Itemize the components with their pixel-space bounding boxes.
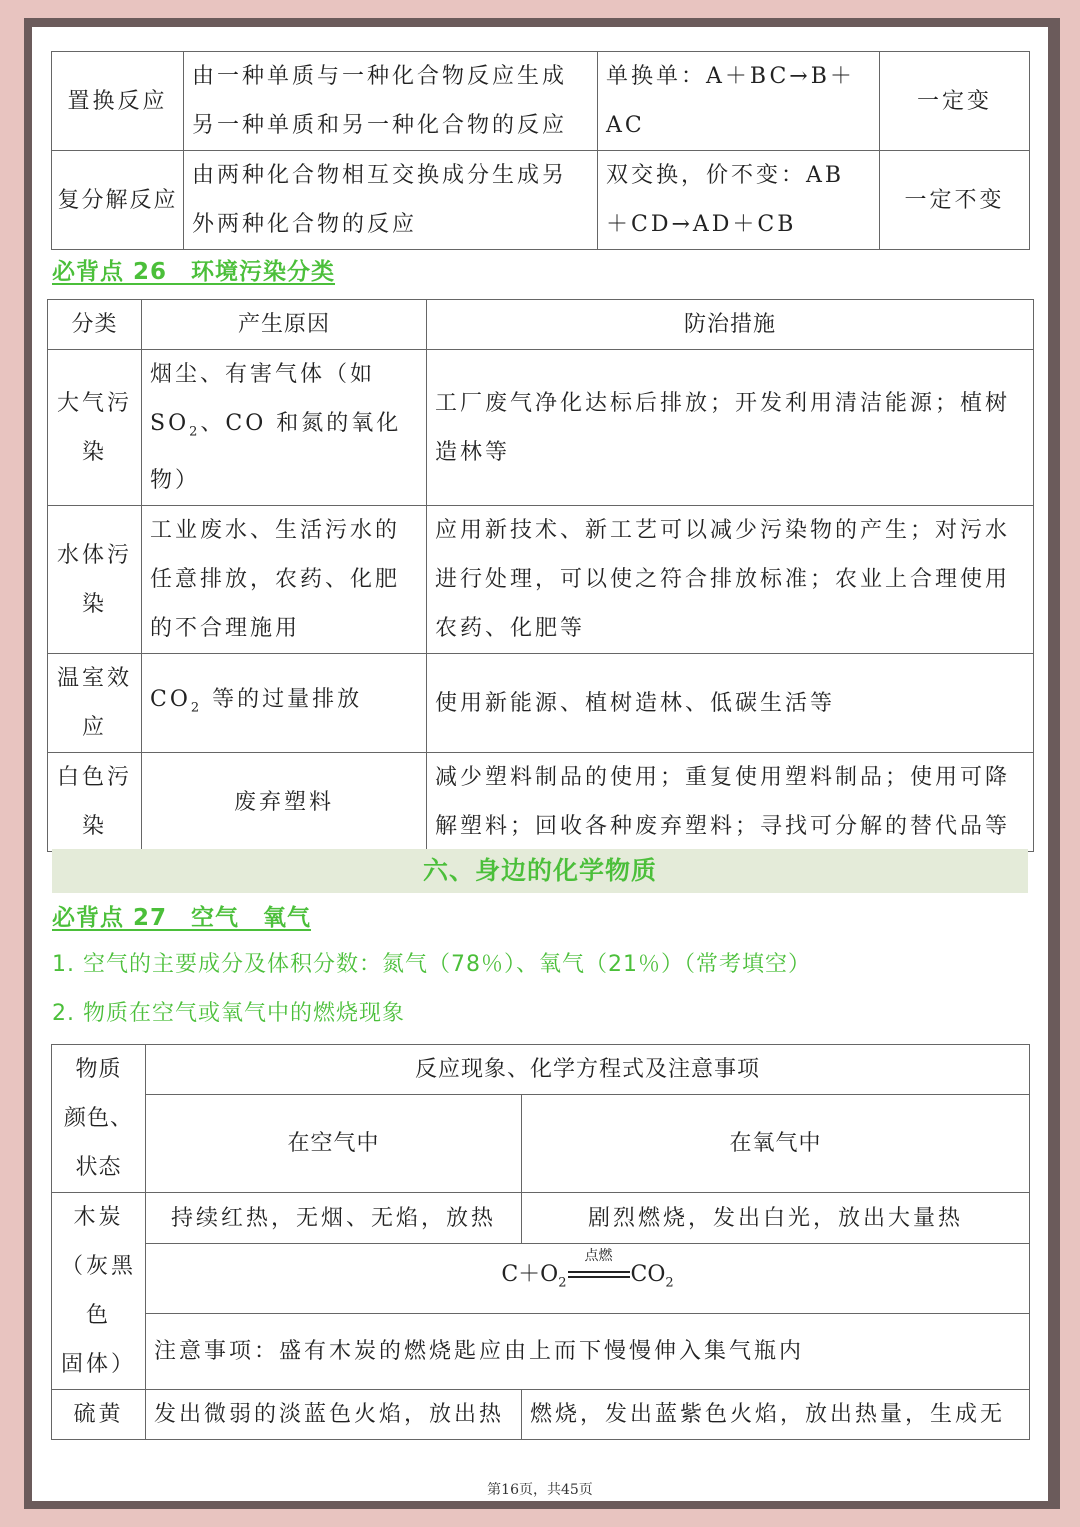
subscript: 2	[558, 1275, 567, 1291]
text-line: 白色污	[56, 765, 132, 791]
chapter-banner: 六、身边的化学物质	[52, 849, 1028, 893]
chemical-equation	[501, 1247, 674, 1307]
text-line: 应	[81, 715, 107, 741]
text-span: 、CO 和氮的氧化	[200, 411, 402, 436]
document-page	[32, 27, 1048, 1501]
header-substance	[52, 1045, 146, 1193]
header-cause: 产生原因	[142, 300, 427, 350]
reaction-definition	[184, 52, 598, 151]
text-line: 由两种化合物相互交换成分生成另	[192, 163, 568, 188]
table-header-row	[48, 300, 1034, 350]
sulfur-in-oxygen: 燃烧，发出蓝紫色火焰，放出热量，生成无	[522, 1390, 1030, 1440]
text-line: 进行处理，可以使之符合排放标准；农业上合理使用	[435, 567, 1011, 593]
subscript: 2	[665, 1275, 674, 1291]
header-in-oxygen: 在氧气中	[522, 1095, 1030, 1193]
valence-change: 一定变	[880, 52, 1030, 151]
text-line: 染	[81, 439, 107, 465]
subscript: 2	[190, 700, 203, 716]
text-line: 色	[85, 1303, 111, 1328]
charcoal-note: 注意事项：盛有木炭的燃烧匙应由上而下慢慢伸入集气瓶内	[146, 1314, 1030, 1390]
cause-greenhouse	[142, 654, 427, 753]
text-line: 状态	[75, 1155, 122, 1180]
header-in-air: 在空气中	[146, 1095, 522, 1193]
reaction-name: 置换反应	[52, 52, 184, 151]
measures-white	[427, 753, 1034, 852]
equation-right: CO	[630, 1261, 666, 1287]
sulfur-in-air: 发出微弱的淡蓝色火焰，放出热	[146, 1390, 522, 1440]
text-line: 外两种化合物的反应	[192, 212, 418, 237]
text-line: 农药、化肥等	[435, 616, 586, 642]
table-row	[48, 506, 1034, 654]
page-number: 第16页，共45页	[487, 1482, 593, 1498]
text-line: 工业废水、生活污水的	[150, 518, 401, 544]
text-span: 等的过量排放	[202, 686, 363, 712]
text-line: 减少塑料制品的使用；重复使用塑料制品；使用可降	[435, 765, 1011, 791]
category-air	[48, 350, 142, 506]
substance-charcoal	[52, 1193, 146, 1390]
reaction-type-table	[51, 51, 1030, 250]
text-line: 物）	[150, 468, 201, 494]
reaction-name: 复分解反应	[52, 151, 184, 250]
combustion-table	[51, 1044, 1030, 1440]
reaction-definition	[184, 151, 598, 250]
category-white	[48, 753, 142, 852]
table-header-row	[52, 1045, 1030, 1095]
reaction-formula	[598, 52, 880, 151]
text-line	[150, 399, 418, 456]
text-line: 另一种单质和另一种化合物的反应	[192, 113, 568, 138]
table-row	[48, 350, 1034, 506]
reaction-arrow	[568, 1247, 630, 1280]
text-line: 由一种单质与一种化合物反应生成	[192, 64, 568, 89]
section-26-title: 必背点 26 环境污染分类	[52, 259, 336, 285]
text-line: 任意排放，农药、化肥	[150, 567, 401, 593]
text-line: 烟尘、有害气体（如	[150, 362, 376, 387]
table-row	[48, 654, 1034, 753]
measures-air	[427, 350, 1034, 506]
charcoal-equation	[146, 1244, 1030, 1314]
text-line: 温室效	[56, 666, 132, 692]
text-line: 固体）	[60, 1352, 136, 1377]
formula-co2: CO	[150, 686, 191, 712]
text-line: 工厂废气净化达标后排放；开发利用清洁能源；植树	[435, 390, 1011, 416]
text-line: ＋CD→AD＋CB	[606, 212, 797, 237]
pollution-table	[47, 299, 1034, 852]
text-line: 木炭	[73, 1205, 124, 1230]
table-row	[52, 1314, 1030, 1390]
substance-sulfur: 硫黄	[52, 1390, 146, 1440]
text-line: 物质	[75, 1057, 122, 1082]
table-row	[52, 1244, 1030, 1314]
reaction-condition: 点燃	[584, 1247, 613, 1264]
text-line: 颜色、	[63, 1106, 133, 1131]
text-line: 解塑料；回收各种废弃塑料；寻找可分解的替代品等	[435, 814, 1011, 840]
category-greenhouse	[48, 654, 142, 753]
text-line: 单换单：A＋BC→B＋	[606, 64, 855, 89]
cause-air	[142, 350, 427, 506]
subscript: 2	[189, 424, 201, 440]
text-line: 造林等	[435, 439, 511, 465]
table-header-row	[52, 1095, 1030, 1193]
table-row	[52, 1390, 1030, 1440]
valence-change: 一定不变	[880, 151, 1030, 250]
section-27-item-2: 2. 物质在空气或氧气中的燃烧现象	[52, 1001, 405, 1026]
reaction-formula	[598, 151, 880, 250]
text-line: 染	[81, 814, 107, 840]
category-water	[48, 506, 142, 654]
cause-water	[142, 506, 427, 654]
measures-greenhouse: 使用新能源、植树造林、低碳生活等	[427, 654, 1034, 753]
table-row	[48, 753, 1034, 852]
text-line: 水体污	[56, 542, 132, 568]
table-row	[52, 52, 1030, 151]
table-row	[52, 151, 1030, 250]
equation-left: C＋O	[501, 1261, 559, 1287]
text-line: 的不合理施用	[150, 616, 301, 642]
text-line: 应用新技术、新工艺可以减少污染物的产生；对污水	[435, 518, 1011, 544]
header-category: 分类	[48, 300, 142, 350]
charcoal-in-air: 持续红热，无烟、无焰，放热	[146, 1193, 522, 1244]
text-line: （灰黑	[60, 1254, 136, 1279]
section-27-item-1: 1. 空气的主要成分及体积分数：氮气（78％）、氧气（21％）（常考填空）	[52, 952, 811, 977]
header-phenomena: 反应现象、化学方程式及注意事项	[146, 1045, 1030, 1095]
cause-white: 废弃塑料	[142, 753, 427, 852]
text-line: 双交换，价不变：AB	[606, 163, 845, 188]
measures-water	[427, 506, 1034, 654]
text-line: 染	[81, 591, 107, 617]
header-measures: 防治措施	[427, 300, 1034, 350]
formula-so2: SO	[150, 411, 190, 436]
section-27-title: 必背点 27 空气 氧气	[52, 905, 312, 931]
text-line: 大气污	[56, 390, 132, 416]
table-row	[52, 1193, 1030, 1244]
text-line: AC	[606, 113, 645, 138]
charcoal-in-oxygen: 剧烈燃烧，发出白光，放出大量热	[522, 1193, 1030, 1244]
